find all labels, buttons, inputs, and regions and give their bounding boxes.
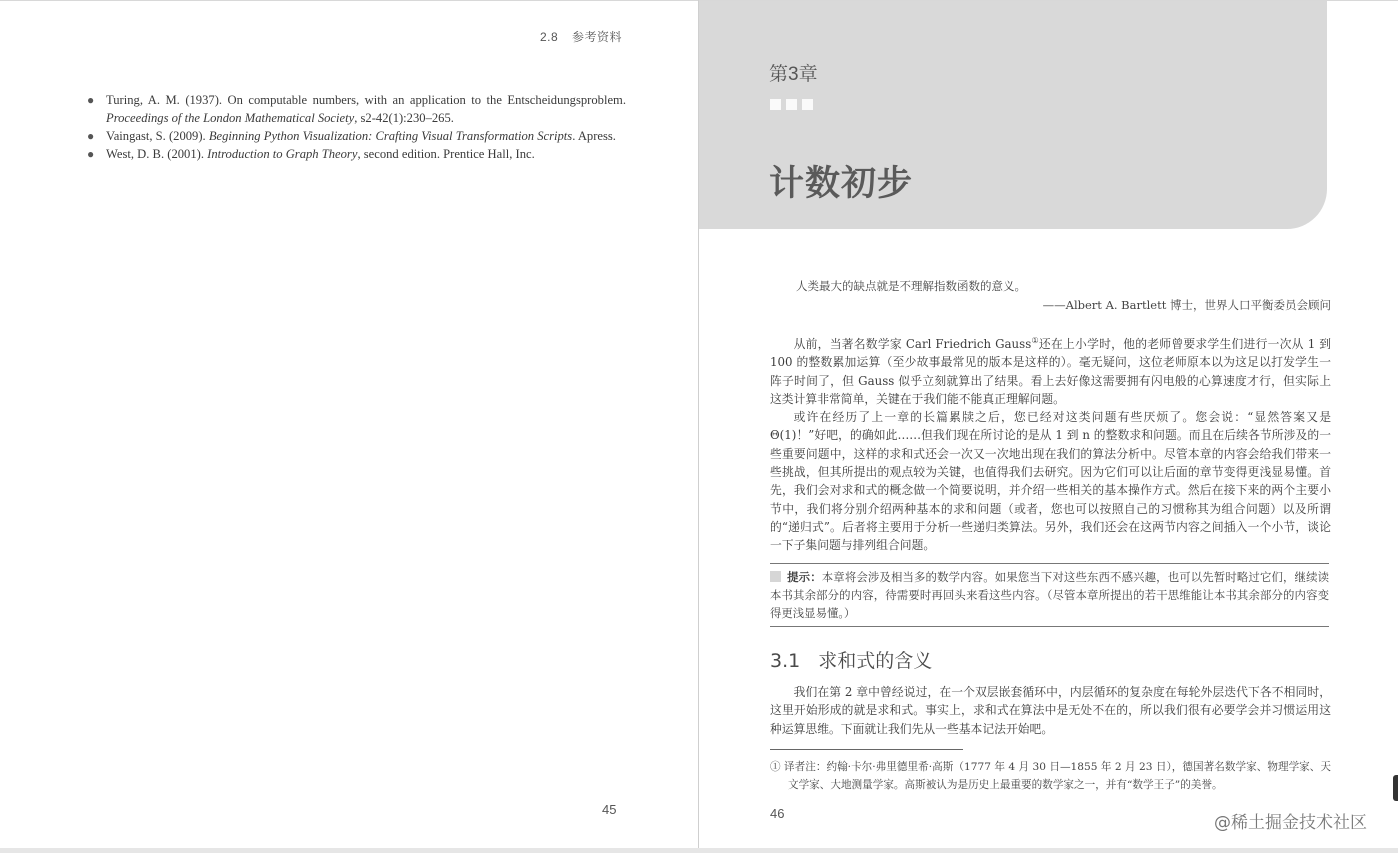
reference-item: ● Turing, A. M. (1937). On computable numbers, with an application to the Entscheidungsproblem. Proceedings of the London Mathematical Society, s2-42(1):230–265. bbox=[87, 93, 626, 125]
tip-square-icon bbox=[770, 571, 781, 582]
running-head-section: 2.8 bbox=[539, 30, 559, 44]
chapter-decoration-squares bbox=[770, 99, 813, 110]
bullet-icon: ● bbox=[87, 147, 95, 161]
epigraph bbox=[796, 277, 1331, 314]
running-head bbox=[540, 28, 622, 45]
reference-list bbox=[86, 91, 626, 163]
section-title: 求和式的含义 bbox=[818, 650, 933, 672]
footnote-ref: ① bbox=[1031, 336, 1039, 345]
tip-box bbox=[770, 563, 1329, 627]
running-head-title: 参考资料 bbox=[571, 30, 622, 44]
bullet-icon: ● bbox=[87, 93, 95, 107]
tip-label: 提示： bbox=[787, 570, 822, 584]
epigraph-quote: 人类最大的缺点就是不理解指数函数的意义。 bbox=[796, 279, 1026, 293]
right-page bbox=[699, 1, 1398, 848]
square-icon bbox=[802, 99, 813, 110]
section-body bbox=[770, 683, 1331, 738]
section-number: 3.1 bbox=[770, 650, 801, 672]
footnote-rule bbox=[770, 749, 963, 750]
bottom-edge bbox=[0, 848, 1398, 853]
chapter-intro bbox=[770, 332, 1331, 554]
watermark: @稀土掘金技术社区 bbox=[1214, 813, 1367, 833]
page-number-left: 45 bbox=[602, 802, 617, 817]
intro-paragraph: 从前，当著名数学家 Carl Friedrich Gauss①还在上小学时，他的老师曾要求学生们进行一次从 1 到 100 的整数累加运算（至少故事最常见的版本是这样的）。毫无疑问，这位老师原本以为这足以打发学生一阵子时间了，但 Gauss 似乎立刻就算出了结果。看上去好像这需要拥有闪电般的心算速度才行，但实际上这类计算非常简单，关键在于我们能不能真正理解问题。 bbox=[770, 336, 1331, 406]
reference-item: ● Vaingast, S. (2009). Beginning Python Visualization: Crafting Visual Transformation Scripts. Apress. bbox=[87, 129, 616, 143]
tip-text: 本章将会涉及相当多的数学内容。如果您当下对这些东西不感兴趣，也可以先暂时略过它们，继续读本书其余部分的内容，待需要时再回头来看这些内容。（尽管本章所提出的若干思维能让本书其余部分的内容变得更浅显易懂。） bbox=[770, 570, 1329, 621]
section-paragraph: 我们在第 2 章中曾经说过，在一个双层嵌套循环中，内层循环的复杂度在每轮外层迭代下各不相同时，这里开始形成的就是求和式。事实上，求和式在算法中是无处不在的，所以我们很有必要学会并习惯运用这种运算思维。下面就让我们先从一些基本记法开始吧。 bbox=[770, 685, 1331, 736]
square-icon bbox=[786, 99, 797, 110]
intro-paragraph: 或许在经历了上一章的长篇累牍之后，您已经对这类问题有些厌烦了。您会说：“显然答案又是 Θ(1)！”好吧，的确如此……但我们现在所讨论的是从 1 到 n 的整数求和问题。而且在后续各节所涉及的一些重要问题中，这样的求和式还会一次又一次地出现在我们的算法分析中。尽管本章的内容会给我们带来一些挑战，但其所提出的观点较为关键，也值得我们去研究。因为它们可以让后面的章节变得更浅显易懂。首先，我们会对求和式的概念做一个简要说明，并介绍一些相关的基本操作方式。然后在接下来的两个主要小节中，我们将分别介绍两种基本的求和问题（或者，您也可以按照自己的习惯称其为组合问题）以及所谓的“递归式”。后者将主要用于分析一些递归类算法。另外，我们还会在这两节内容之间插入一个小节，谈论一下子集问题与排列组合问题。 bbox=[770, 410, 1331, 553]
chapter-title: 计数初步 bbox=[769, 164, 914, 204]
section-heading bbox=[770, 646, 932, 673]
chapter-banner bbox=[699, 1, 1327, 229]
square-icon bbox=[770, 99, 781, 110]
chapter-label: 第3章 bbox=[769, 64, 818, 85]
epigraph-attribution: ——Albert A. Bartlett 博士，世界人口平衡委员会顾问 bbox=[1042, 298, 1331, 312]
side-scroll-handle[interactable] bbox=[1393, 775, 1398, 801]
reference-item: ● West, D. B. (2001). Introduction to Graph Theory, second edition. Prentice Hall, Inc. bbox=[87, 147, 535, 161]
footnote: ① 译者注：约翰·卡尔·弗里德里希·高斯（1777 年 4 月 30 日—1855 年 2 月 23 日），德国著名数学家、物理学家、天文学家、大地测量学家。高斯被认为是历史上最重要的数学家之一，并有“数学王子”的美誉。 bbox=[770, 761, 1331, 791]
bullet-icon: ● bbox=[87, 129, 95, 143]
page-number-right: 46 bbox=[770, 806, 785, 821]
left-page bbox=[0, 1, 698, 848]
